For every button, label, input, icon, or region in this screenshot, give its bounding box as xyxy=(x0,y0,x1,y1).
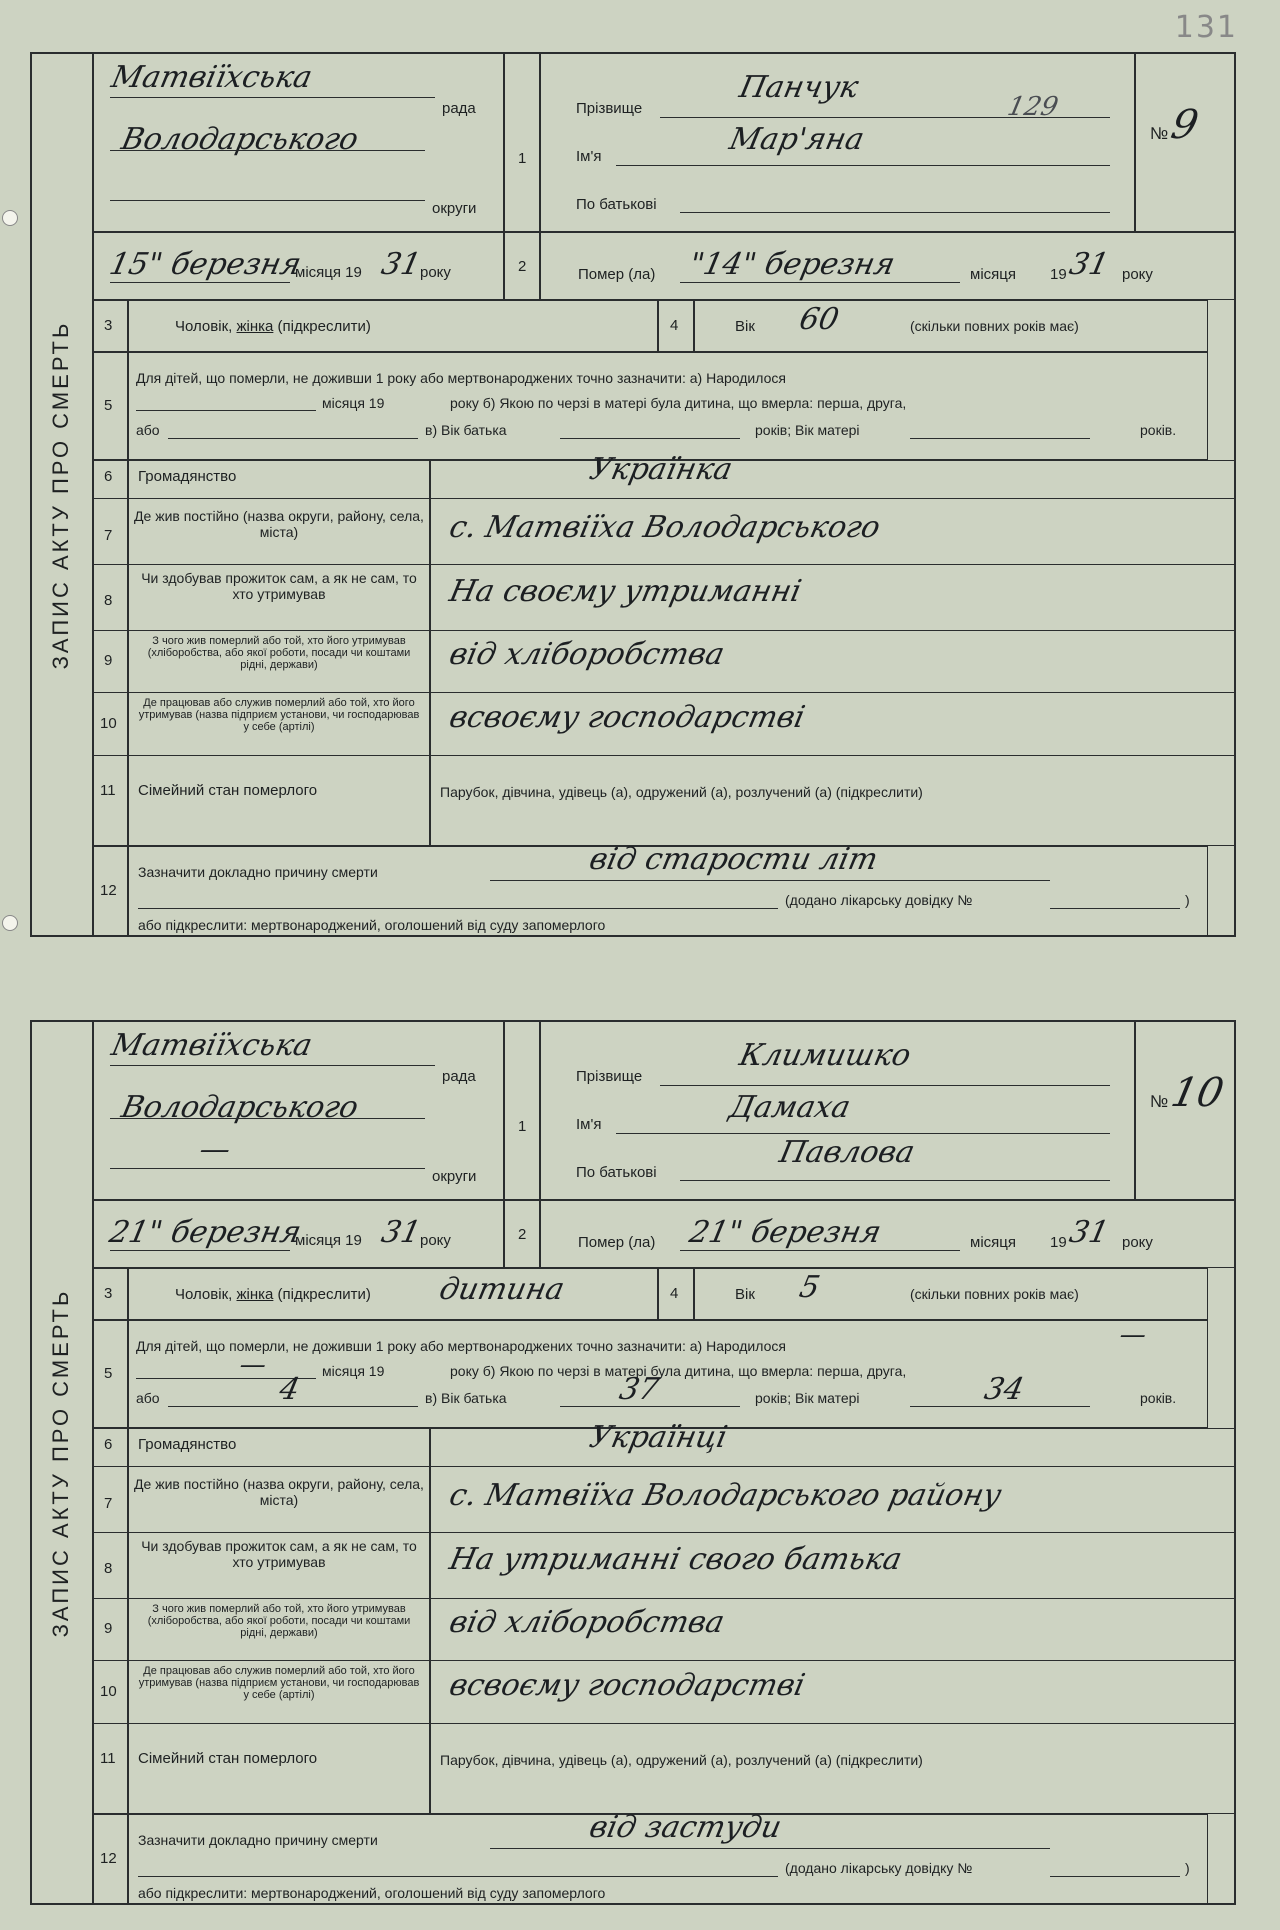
marital-options: Парубок, дівчина, удівець (а), одружений (а), розлучений (а) (підкреслити) xyxy=(440,784,923,800)
num-cell xyxy=(504,1020,540,1200)
death-date-value: "14" березня xyxy=(686,247,899,282)
reg-year-label: року xyxy=(420,264,451,281)
death-year-label: року xyxy=(1122,1234,1153,1251)
residence-label: Де жив постійно (назва округи, району, села, міста) xyxy=(134,508,424,540)
age-label: Вік xyxy=(735,1286,755,1303)
infant-abo-label: або xyxy=(136,1390,160,1406)
reg-date-value: 15" березня xyxy=(106,247,305,282)
side-title-text: ЗАПИС АКТУ ПРО СМЕРТЬ xyxy=(48,1288,73,1637)
citizenship-label: Громадянство xyxy=(138,468,237,485)
infant-abo-label: або xyxy=(136,422,160,438)
support-value: На утриманні свого батька xyxy=(446,1542,905,1577)
cause-label: Зазначити докладно причину смерти xyxy=(138,1832,378,1848)
row-number: 7 xyxy=(104,1495,113,1512)
row-number: 10 xyxy=(100,1683,117,1700)
certificate-close: ) xyxy=(1185,892,1190,908)
row-number: 9 xyxy=(104,1620,113,1637)
infant-line-2: року б) Якою по черзі в матері була дитина, що вмерла: перша, друга, xyxy=(450,1363,907,1379)
num-cell xyxy=(504,52,540,232)
father-age-label: в) Вік батька xyxy=(425,1390,507,1406)
marital-options: Парубок, дівчина, удівець (а), одружений (а), розлучений (а) (підкреслити) xyxy=(440,1752,923,1768)
sex-label xyxy=(175,1286,371,1303)
year-19-label: 19 xyxy=(1050,266,1067,283)
margin-note: 129 xyxy=(1004,92,1061,122)
row-number: 7 xyxy=(104,527,113,544)
death-date-label: Помер (ла) xyxy=(578,1234,656,1251)
age-value: 5 xyxy=(796,1270,823,1305)
work-value: всвоєму господарстві xyxy=(446,1668,808,1703)
infant-line-2: року б) Якою по черзі в матері була дитина, що вмерла: перша, друга, xyxy=(450,395,907,411)
name-value: Мар'яна xyxy=(726,122,868,157)
support-label: Чи здобував прожиток сам, а як не сам, то хто утримував xyxy=(141,1538,417,1570)
reg-date-value: 21" березня xyxy=(106,1215,305,1250)
infant-born-day: — xyxy=(236,1350,270,1380)
work-label: Де працював або служив померлий або той, хто його утримував (назва підприєм установи, чи господарював у себе (артілі) xyxy=(138,1665,420,1701)
sex-male: Чоловік, xyxy=(175,318,233,335)
row-number: 12 xyxy=(100,882,117,899)
year-19-label: 19 xyxy=(1050,1234,1067,1251)
side-title-text: ЗАПИС АКТУ ПРО СМЕРТЬ xyxy=(48,320,73,669)
patronymic-value: Павлова xyxy=(776,1135,918,1170)
sex-hint: (підкреслити) xyxy=(277,1286,371,1303)
side-title xyxy=(30,52,94,937)
death-record-form-10 xyxy=(30,1020,1236,1905)
okruga-label: округи xyxy=(432,200,477,217)
death-year: 31 xyxy=(1066,1215,1112,1250)
name-label: Ім'я xyxy=(576,148,602,165)
infant-years-label: років. xyxy=(1140,422,1177,438)
row-number: 8 xyxy=(104,1560,113,1577)
cause-label: Зазначити докладно причину смерти xyxy=(138,864,378,880)
row-number: 6 xyxy=(104,1436,113,1453)
row-number: 5 xyxy=(104,1365,113,1382)
certificate-close: ) xyxy=(1185,1860,1190,1876)
reg-month-label: місяця 19 xyxy=(295,264,362,281)
citizenship-label: Громадянство xyxy=(138,1436,237,1453)
work-value: всвоєму господарстві xyxy=(446,700,808,735)
rayon-value: Володарського xyxy=(118,122,362,157)
mother-age: 34 xyxy=(981,1372,1027,1407)
age-hint: (скільки повних років має) xyxy=(910,318,1079,334)
infant-born: — xyxy=(1116,1320,1150,1350)
certificate-label: (додано лікарську довідку № xyxy=(785,892,973,908)
sex-hint: (підкреслити) xyxy=(277,318,371,335)
surname-value: Панчук xyxy=(736,70,862,105)
stillborn-label: або підкреслити: мертвонароджений, оголошений від суду запомерлого xyxy=(138,917,606,933)
binder-hole xyxy=(2,210,18,226)
row-number: 4 xyxy=(670,317,679,334)
surname-label: Прізвище xyxy=(576,100,643,117)
okruga-label: округи xyxy=(432,1168,477,1185)
reg-year: 31 xyxy=(378,1215,424,1250)
patronymic-label: По батькові xyxy=(576,196,657,213)
record-number-label: № xyxy=(1150,124,1169,143)
cause-value: від старости літ xyxy=(586,842,881,877)
livelihood-label: З чого жив померлий або той, хто його утримував (хліборобства, або якої роботи, посади чи коштами рідні, держави) xyxy=(147,1603,411,1639)
death-date-value: 21" березня xyxy=(686,1215,885,1250)
surname-value: Климишко xyxy=(736,1038,914,1073)
residence-label: Де жив постійно (назва округи, району, села, міста) xyxy=(134,1476,424,1508)
death-month-label: місяця xyxy=(970,1234,1016,1251)
death-record-form-9 xyxy=(30,52,1236,937)
row-number: 11 xyxy=(100,1750,116,1767)
sex-note: дитина xyxy=(436,1272,568,1307)
row-number: 2 xyxy=(518,1226,527,1243)
rada-value: Матвіїхська xyxy=(108,1028,316,1063)
infant-month-label: місяця 19 xyxy=(322,395,385,411)
sex-male: Чоловік, xyxy=(175,1286,233,1303)
row-number: 3 xyxy=(104,1285,113,1302)
death-year-label: року xyxy=(1122,266,1153,283)
citizenship-value: Українка xyxy=(586,452,736,487)
reg-year-label: року xyxy=(420,1232,451,1249)
row-number: 2 xyxy=(518,258,527,275)
row-number: 5 xyxy=(104,397,113,414)
patronymic-label: По батькові xyxy=(576,1164,657,1181)
age-hint: (скільки повних років має) xyxy=(910,1286,1079,1302)
row-number: 9 xyxy=(104,652,113,669)
name-value: Дамаха xyxy=(726,1090,854,1125)
record-number: 9 xyxy=(1167,102,1203,148)
residence-value: с. Матвіїха Володарського району xyxy=(446,1478,1005,1513)
sex-female: жінка xyxy=(236,1286,274,1303)
rada-value: Матвіїхська xyxy=(108,60,316,95)
side-title xyxy=(30,1020,94,1905)
death-year: 31 xyxy=(1066,247,1112,282)
rayon-value: Володарського xyxy=(118,1090,362,1125)
marital-label: Сімейний стан померлого xyxy=(138,782,318,799)
certificate-label: (додано лікарську довідку № xyxy=(785,1860,973,1876)
page-number: 131 xyxy=(1174,10,1238,45)
father-age-label: в) Вік батька xyxy=(425,422,507,438)
binder-hole xyxy=(2,915,18,931)
age-label: Вік xyxy=(735,318,755,335)
mother-age-label: років; Вік матері xyxy=(755,422,860,438)
residence-value: с. Матвіїха Володарського xyxy=(446,510,884,545)
reg-month-label: місяця 19 xyxy=(295,1232,362,1249)
marital-label: Сімейний стан померлого xyxy=(138,1750,318,1767)
cause-value: від застуди xyxy=(586,1810,785,1845)
livelihood-value: від хліборобства xyxy=(446,1605,728,1640)
rada-label: рада xyxy=(442,1068,476,1085)
father-age: 37 xyxy=(616,1372,662,1407)
death-date-label: Помер (ла) xyxy=(578,266,656,283)
row-number: 10 xyxy=(100,715,117,732)
row-number: 11 xyxy=(100,782,116,799)
row-number: 12 xyxy=(100,1850,117,1867)
reg-year: 31 xyxy=(378,247,424,282)
sex-female: жінка xyxy=(236,318,274,335)
death-month-label: місяця xyxy=(970,266,1016,283)
okruga-value: — xyxy=(196,1132,234,1167)
row-number: 1 xyxy=(518,150,527,167)
record-number: 10 xyxy=(1167,1070,1228,1116)
row-number: 4 xyxy=(670,1285,679,1302)
support-value: На своєму утриманні xyxy=(446,574,805,609)
support-label: Чи здобував прожиток сам, а як не сам, то хто утримував xyxy=(141,570,417,602)
mother-age-label: років; Вік матері xyxy=(755,1390,860,1406)
row-number: 1 xyxy=(518,1118,527,1135)
infant-years-label: років. xyxy=(1140,1390,1177,1406)
infant-line-1: Для дітей, що померли, не доживши 1 року або мертвонароджених точно зазначити: а) Народилося xyxy=(136,1338,786,1354)
row-number: 3 xyxy=(104,317,113,334)
work-label: Де працював або служив померлий або той, хто його утримував (назва підприєм установи, чи господарював у себе (артілі) xyxy=(138,697,420,733)
age-value: 60 xyxy=(796,302,842,337)
name-label: Ім'я xyxy=(576,1116,602,1133)
livelihood-label: З чого жив померлий або той, хто його утримував (хліборобства, або якої роботи, посади чи коштами рідні, держави) xyxy=(147,635,411,671)
infant-month-label: місяця 19 xyxy=(322,1363,385,1379)
stillborn-label: або підкреслити: мертвонароджений, оголошений від суду запомерлого xyxy=(138,1885,606,1901)
sex-label xyxy=(175,318,371,335)
infant-line-1: Для дітей, що померли, не доживши 1 року або мертвонароджених точно зазначити: а) Народилося xyxy=(136,370,786,386)
citizenship-value: Українці xyxy=(586,1420,731,1455)
row-number: 6 xyxy=(104,468,113,485)
record-number-label: № xyxy=(1150,1092,1169,1111)
surname-label: Прізвище xyxy=(576,1068,643,1085)
row-number: 8 xyxy=(104,592,113,609)
rada-label: рада xyxy=(442,100,476,117)
infant-order: 4 xyxy=(276,1372,303,1407)
livelihood-value: від хліборобства xyxy=(446,637,728,672)
